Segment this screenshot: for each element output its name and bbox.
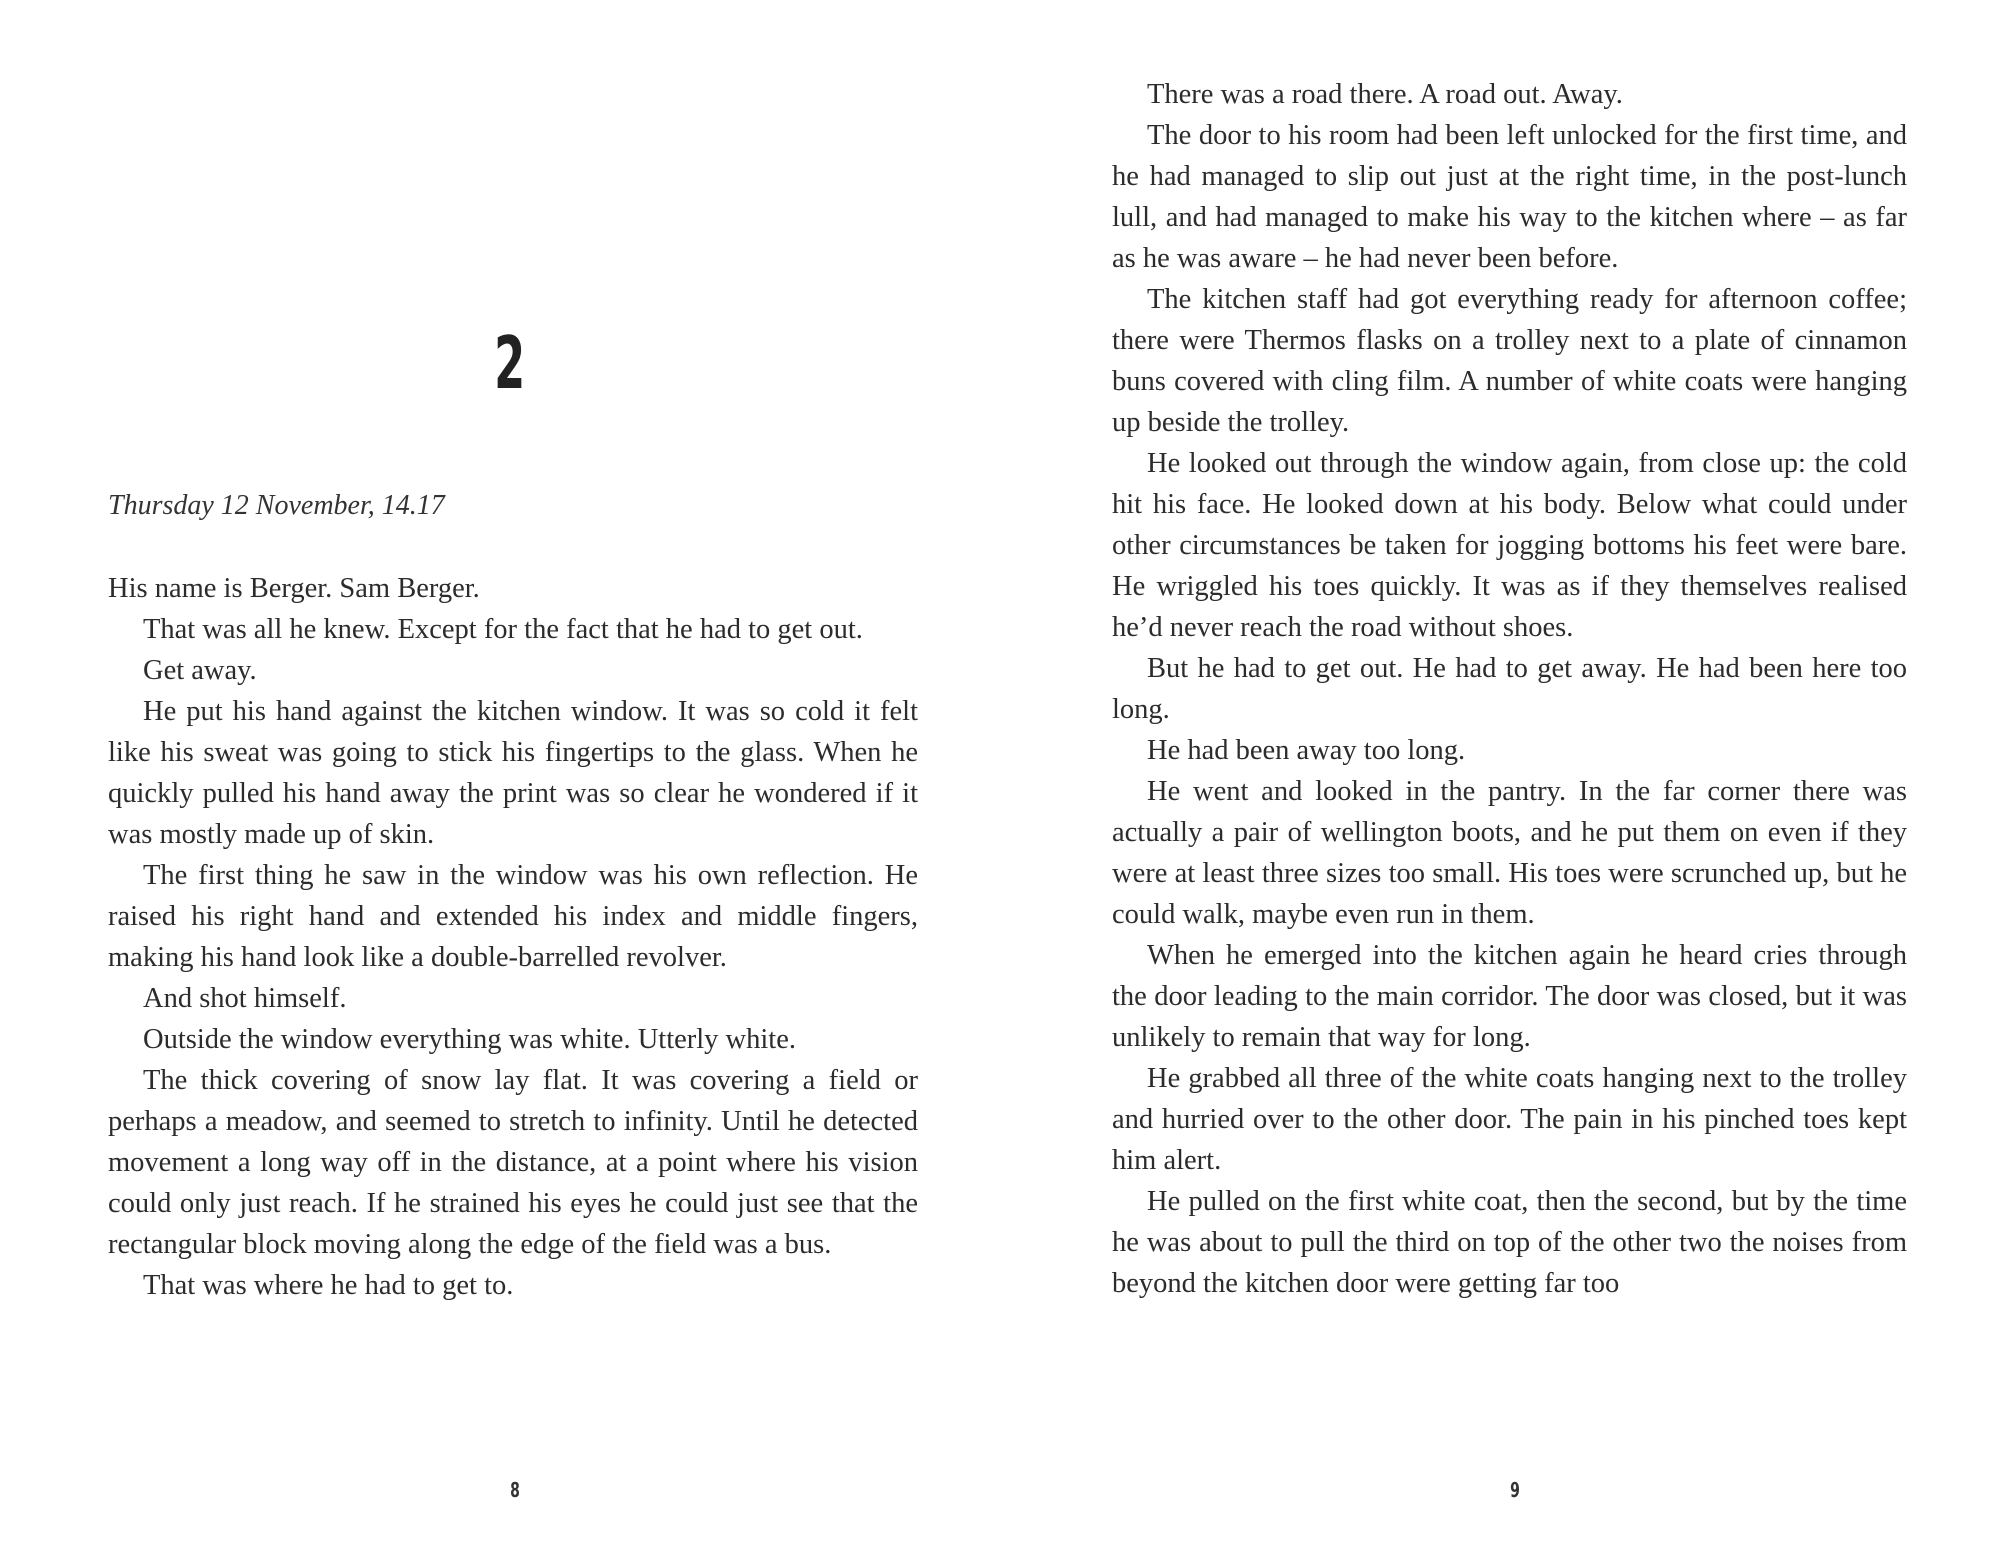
paragraph: He had been away too long. <box>1147 735 1466 766</box>
paragraph: The first thing he saw in the window was his own reflection. He raised his right hand and extended his index and middle fingers, making his hand look like a double-barrelled revolver. <box>108 860 918 973</box>
paragraph: That was where he had to get to. <box>143 1270 514 1301</box>
page-number-right: 9 <box>1510 1478 1520 1502</box>
paragraph: Get away. <box>143 655 257 686</box>
paragraph: There was a road there. A road out. Away. <box>1147 79 1623 110</box>
paragraph: He grabbed all three of the white coats hanging next to the trolley and hurried over to the other door. The pain in his pinched toes kept him alert. <box>1112 1063 1907 1176</box>
paragraph: Outside the window everything was white. Utterly white. <box>143 1024 796 1055</box>
paragraph: His name is Berger. Sam Berger. <box>108 573 480 604</box>
right-page <box>1000 0 2000 1563</box>
paragraph: And shot himself. <box>143 983 347 1014</box>
paragraph: When he emerged into the kitchen again he heard cries through the door leading to the main corridor. The door was closed, but it was unlikely to remain that way for long. <box>1112 940 1907 1053</box>
paragraph: He looked out through the window again, from close up: the cold hit his face. He looked down at his body. Below what could under other circumstances be taken for jogging bottoms his feet were bare. He wriggled his toes quickly. It was as if they themselves realised he’d never reach the road without shoes. <box>1112 448 1907 643</box>
paragraph: The door to his room had been left unlocked for the first time, and he had managed to slip out just at the right time, in the post-lunch lull, and had managed to make his way to the kitchen where – as far as he was aware – he had never been before. <box>1112 120 1907 274</box>
paragraph: The thick covering of snow lay flat. It was covering a field or perhaps a meadow, and seemed to stretch to infinity. Until he detected movement a long way off in the distance, at a point where his vision could only just reach. If he strained his eyes he could just see that the rectangular block moving along the edge of the field was a bus. <box>108 1065 918 1260</box>
left-page-body <box>108 568 918 1306</box>
paragraph: He pulled on the first white coat, then the second, but by the time he was about to pull the third on top of the other two the noises from beyond the kitchen door were getting far too <box>1112 1186 1907 1299</box>
right-page-body <box>1112 74 1907 1304</box>
page-number-left: 8 <box>510 1478 520 1502</box>
chapter-number: 2 <box>494 321 526 405</box>
paragraph: But he had to get out. He had to get away. He had been here too long. <box>1112 653 1907 725</box>
chapter-date: Thursday 12 November, 14.17 <box>108 490 445 521</box>
paragraph: The kitchen staff had got everything ready for afternoon coffee; there were Thermos flasks on a trolley next to a plate of cinnamon buns covered with cling film. A number of white coats were hanging up beside the trolley. <box>1112 284 1907 438</box>
paragraph: He went and looked in the pantry. In the far corner there was actually a pair of wellington boots, and he put them on even if they were at least three sizes too small. His toes were scrunched up, but he could walk, maybe even run in them. <box>1112 776 1907 930</box>
paragraph: He put his hand against the kitchen window. It was so cold it felt like his sweat was going to stick his fingertips to the glass. When he quickly pulled his hand away the print was so clear he wondered if it was mostly made up of skin. <box>108 696 918 850</box>
paragraph: That was all he knew. Except for the fact that he had to get out. <box>143 614 863 645</box>
